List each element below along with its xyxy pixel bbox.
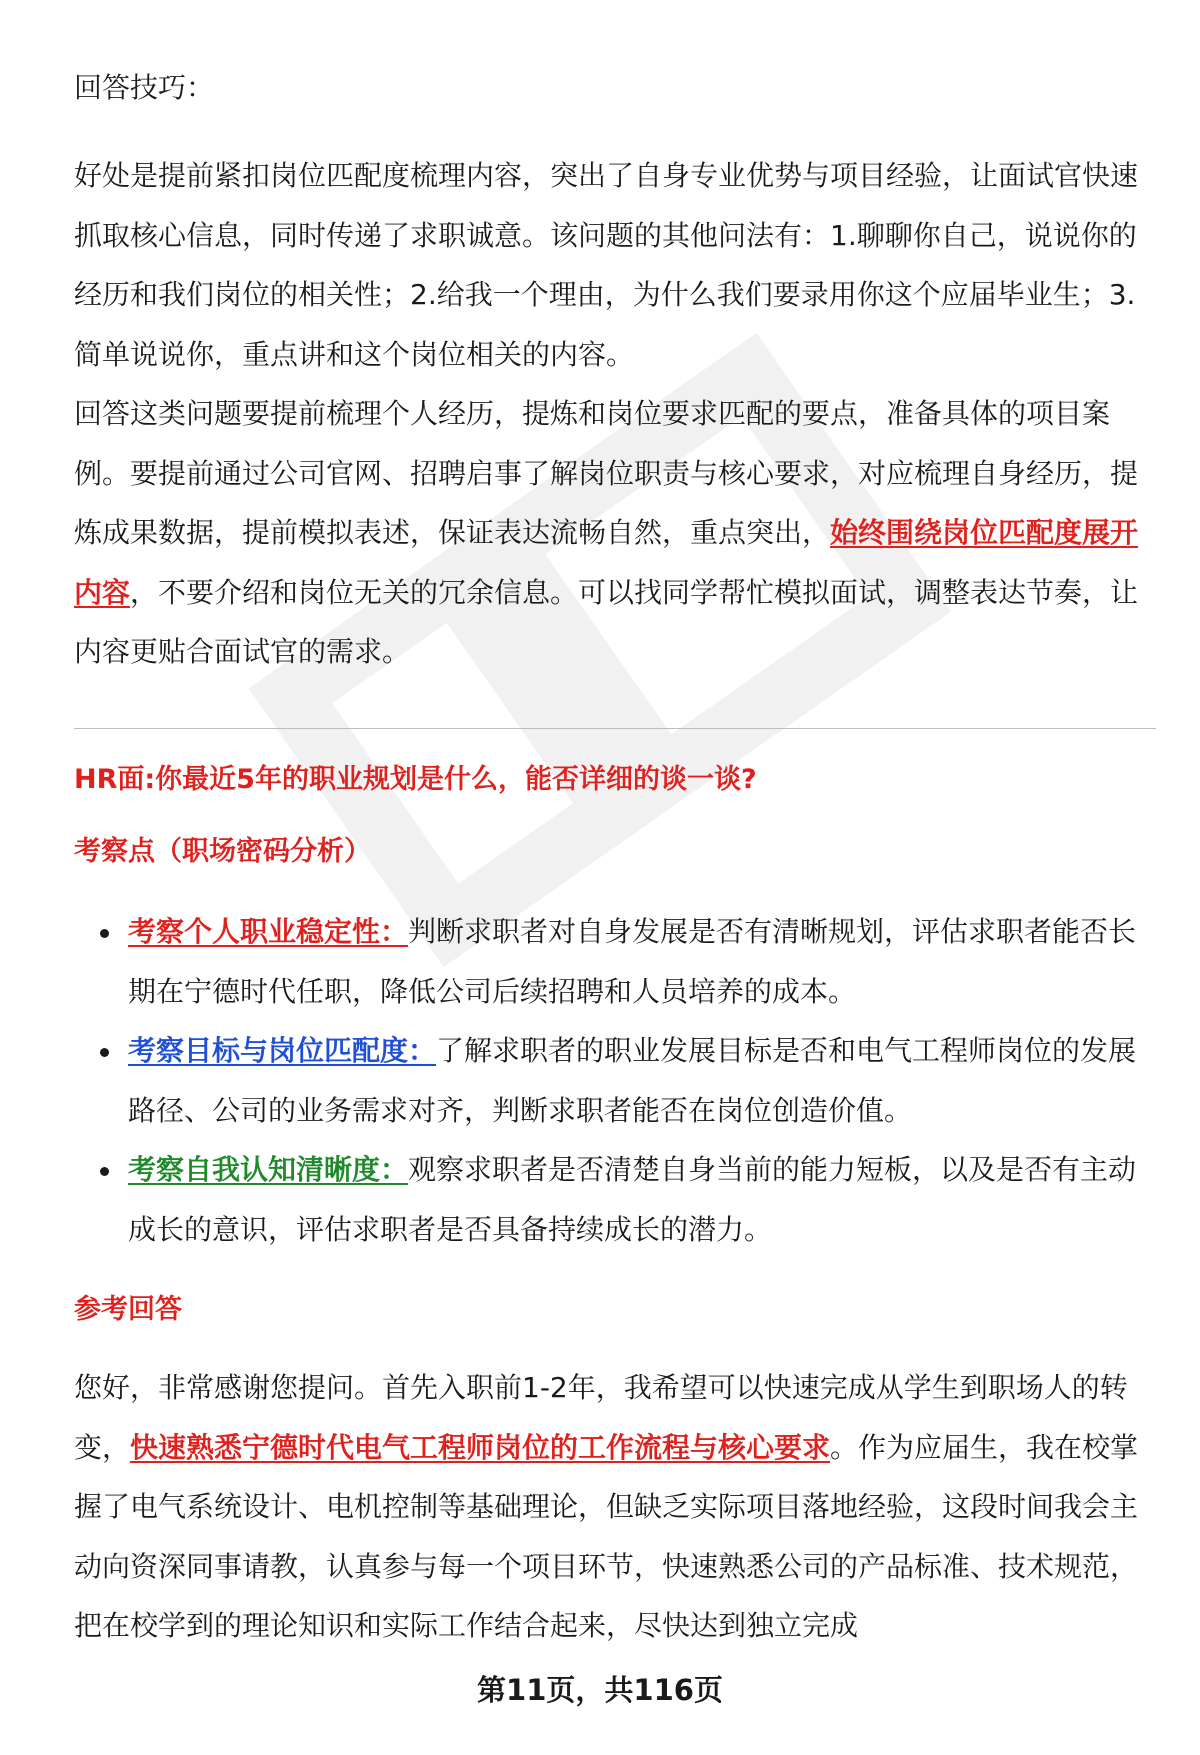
list-item [74, 902, 1146, 1021]
point-text: 观察求职者是否清楚自身当前的能力短板，以及是否有主动成长的意识，评估求职者是否具备持续成长的潜力。 [128, 1153, 1137, 1246]
bullet-dot [100, 1167, 109, 1176]
tips-paragraph-2-tail: ，不要介绍和岗位无关的冗余信息。可以找同学帮忙模拟面试，调整表达节奏，让内容更贴合面试官的需求。 [74, 575, 1139, 668]
analysis-list [74, 902, 1146, 1259]
answer-text: 您好，非常感谢您提问。首先入职前1-2年，我希望可以快速完成从学生到职场人的转变， [74, 1371, 1128, 1464]
tips-highlight: 始终围绕岗位匹配度展开内容 [74, 516, 1139, 609]
reference-answer-paragraph [74, 1358, 1146, 1656]
section-divider [74, 728, 1156, 729]
question-title: HR面:你最近5年的职业规划是什么，能否详细的谈一谈? [74, 764, 757, 795]
reference-answer-heading: 参考回答 [74, 1294, 182, 1325]
tips-paragraph-2-text: 回答这类问题要提前梳理个人经历，提炼和岗位要求匹配的要点，准备具体的项目案例。要提前通过公司官网、招聘启事了解岗位职责与核心要求，对应梳理自身经历，提炼成果数据，提前模拟表述，保证表达流畅自然，重点突出， [74, 397, 1139, 549]
page-number: 第11页，共116页 [477, 1673, 723, 1707]
point-text: 了解求职者的职业发展目标是否和电气工程师岗位的发展路径、公司的业务需求对齐，判断求职者能否在岗位创造价值。 [128, 1034, 1137, 1127]
tips-paragraph-1: 好处是提前紧扣岗位匹配度梳理内容，突出了自身专业优势与项目经验，让面试官快速抓取核心信息，同时传递了求职诚意。该问题的其他问法有：1.聊聊你自己，说说你的经历和我们岗位的相关性；2.给我一个理由，为什么我们要录用你这个应届毕业生；3.简单说说你，重点讲和这个岗位相关的内容。 [74, 159, 1139, 371]
answer-text-tail: 。作为应届生，我在校掌握了电气系统设计、电机控制等基础理论，但缺乏实际项目落地经验，这段时间我会主动向资深同事请教，认真参与每一个项目环节，快速熟悉公司的产品标准、技术规范，把在校学到的理论知识和实际工作结合起来，尽快达到独立完成 [74, 1430, 1139, 1642]
point-label: 考察目标与岗位匹配度： [128, 1034, 437, 1067]
analysis-heading: 考察点（职场密码分析） [74, 836, 371, 867]
point-label: 考察个人职业稳定性： [128, 915, 409, 948]
bullet-dot [100, 929, 109, 938]
answer-tips-label: 回答技巧： [74, 71, 215, 104]
point-label: 考察自我认知清晰度： [128, 1153, 409, 1186]
answer-highlight: 快速熟悉宁德时代电气工程师岗位的工作流程与核心要求 [130, 1430, 831, 1464]
point-text: 判断求职者对自身发展是否有清晰规划，评估求职者能否长期在宁德时代任职，降低公司后续招聘和人员培养的成本。 [128, 915, 1137, 1008]
tips-paragraph-2 [74, 384, 1146, 682]
list-item [74, 1140, 1146, 1259]
list-item [74, 1021, 1146, 1140]
bullet-dot [100, 1048, 109, 1057]
